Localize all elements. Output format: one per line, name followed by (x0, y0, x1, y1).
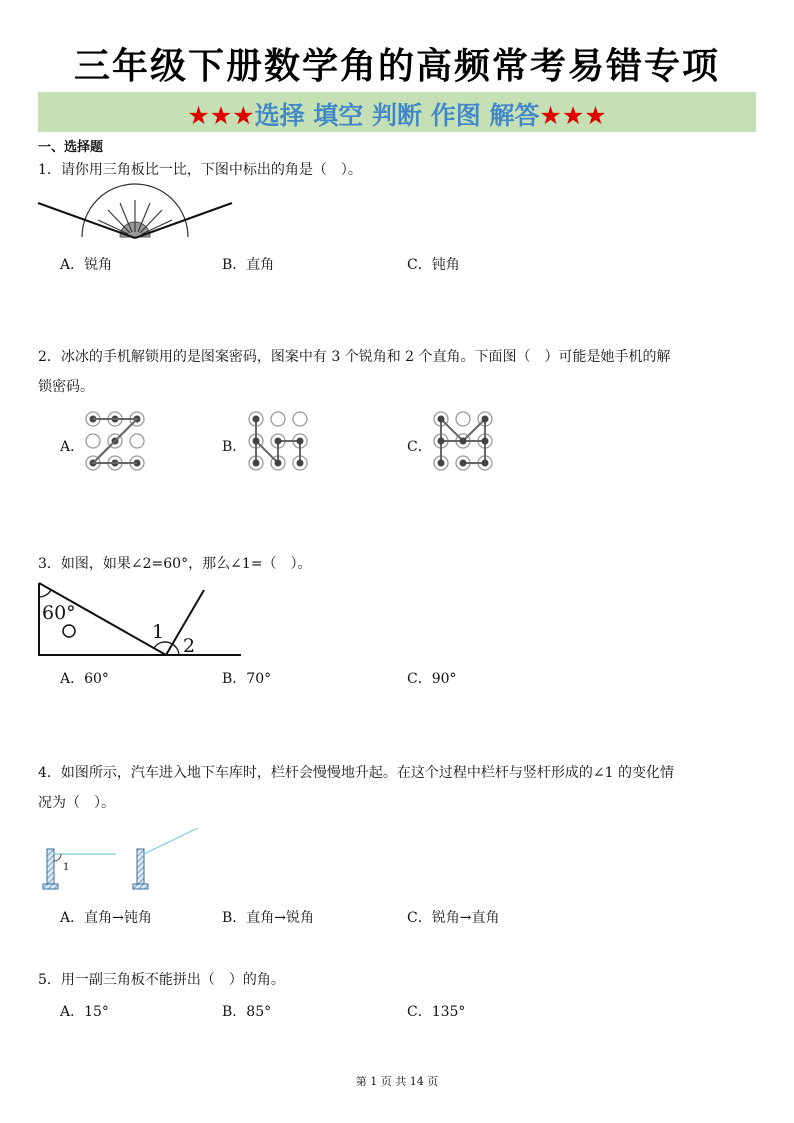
q2-option-b: B． (222, 439, 247, 455)
star-icon: ★★★ (187, 101, 255, 130)
question-3-text: 3．如图，如果∠2=60°，那么∠1=（ ）。 (38, 556, 312, 572)
barrier-angle-1-label: 1 (63, 862, 70, 873)
q3-option-c: C．90° (407, 671, 457, 687)
angle-60-label: 60° (42, 602, 76, 624)
question-4-text-line1: 4．如图所示，汽车进入地下车库时，栏杆会慢慢地升起。在这个过程中栏杆与竖杆形成的∠1 的变化情 (38, 765, 674, 781)
barrier-gate-figure (38, 825, 203, 893)
q5-option-a: A．15° (60, 1004, 109, 1020)
q3-option-b: B．70° (222, 671, 272, 687)
pattern-lock-b (247, 410, 311, 474)
q4-option-c: C．锐角→直角 (407, 910, 500, 926)
q3-option-a: A．60° (60, 671, 109, 687)
q2-option-c: C． (407, 439, 432, 455)
question-2-text-line1: 2．冰冰的手机解锁用的是图案密码，图案中有 3 个锐角和 2 个直角。下面图（ ）可能是她手机的解 (38, 349, 671, 365)
q1-option-b: B．直角 (222, 257, 275, 273)
topic-banner (38, 92, 756, 132)
question-4-text-line2: 况为（ ）。 (38, 795, 115, 811)
banner-topics: 选择 填空 判断 作图 解答 (254, 101, 540, 130)
banner-text (38, 96, 756, 132)
q1-option-c: C．钝角 (407, 257, 460, 273)
angle-2-label: 2 (183, 635, 196, 657)
triangle-angle-figure (36, 583, 246, 659)
angle-1-label: 1 (152, 621, 165, 643)
pattern-lock-a (84, 410, 148, 474)
q5-option-c: C．135° (407, 1004, 466, 1020)
page-footer: 第 1 页 共 14 页 (355, 1075, 439, 1088)
question-1-text: 1．请你用三角板比一比，下图中标出的角是（ ）。 (38, 162, 362, 178)
pattern-lock-c (432, 410, 496, 474)
star-icon: ★★★ (539, 101, 607, 130)
question-5-text: 5．用一副三角板不能拼出（ ）的角。 (38, 972, 285, 988)
q4-option-b: B．直角→锐角 (222, 910, 315, 926)
page-title: 三年级下册数学角的高频常考易错专项 (73, 46, 720, 87)
section-heading: 一、选择题 (38, 140, 104, 155)
q1-option-a: A．锐角 (60, 257, 113, 273)
question-2-text-line2: 锁密码。 (38, 379, 94, 395)
q2-option-a: A． (60, 439, 85, 455)
q4-option-a: A．直角→钝角 (60, 910, 152, 926)
q5-option-b: B．85° (222, 1004, 272, 1020)
fan-angle-figure (38, 190, 233, 246)
